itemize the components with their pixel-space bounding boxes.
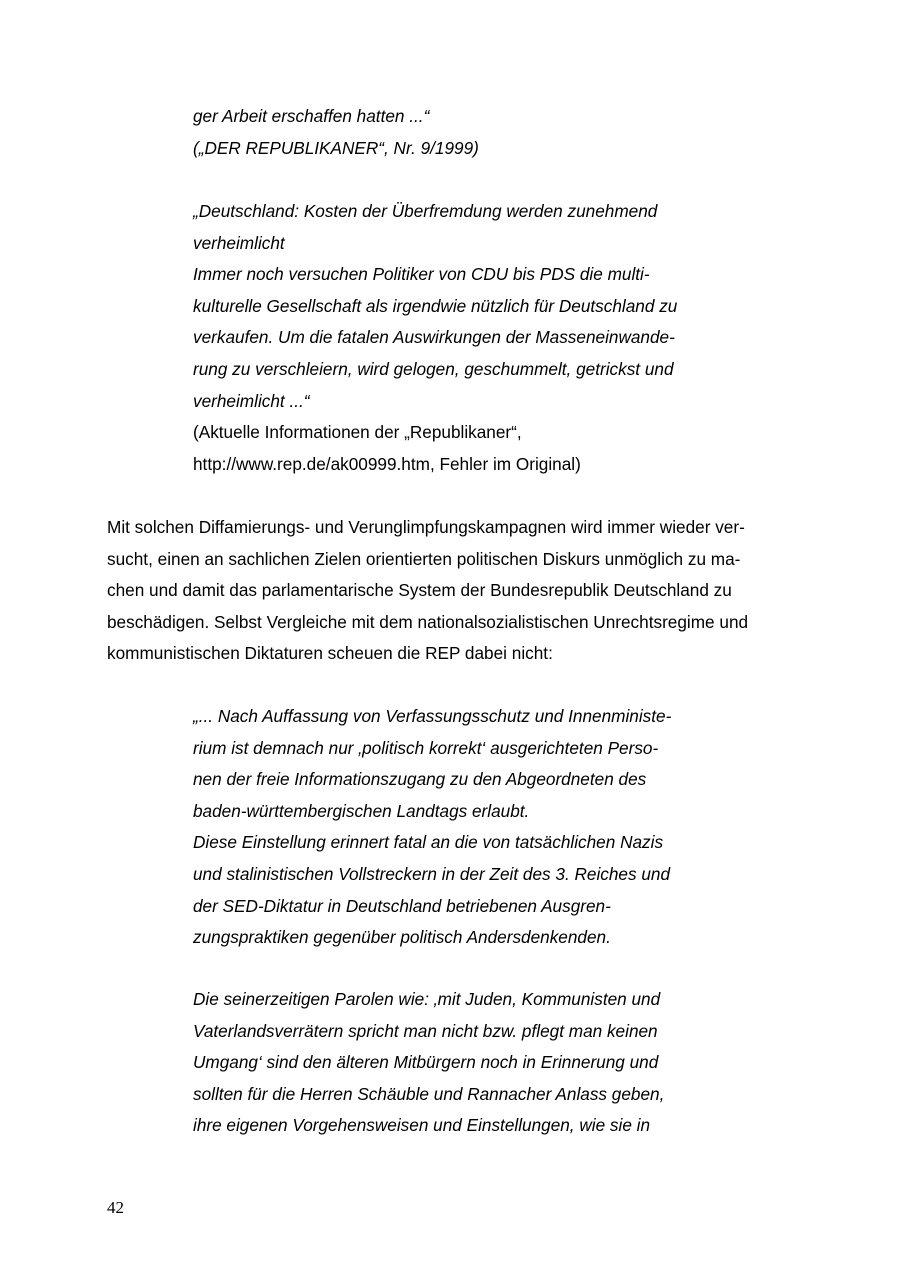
quote-source-line: http://www.rep.de/ak00999.htm, Fehler im Original) (193, 453, 581, 474)
paragraph-line: sucht, einen an sachlichen Zielen orientierten politischen Diskurs unmöglich zu ma- (107, 548, 741, 569)
quote-line: „Deutschland: Kosten der Überfremdung werden zunehmend (193, 201, 658, 221)
paragraph-line: Mit solchen Diffamierungs- und Verunglimpfungskampagnen wird immer wieder ver- (107, 517, 745, 537)
quote-line: Die seinerzeitigen Parolen wie: ‚mit Juden, Kommunisten und (193, 989, 661, 1009)
quote-line: verheimlicht ...“ (193, 390, 310, 411)
quote-source-line: („DER REPUBLIKANER“, Nr. 9/1999) (193, 137, 479, 158)
paragraph-line: beschädigen. Selbst Vergleiche mit dem nationalsozialistischen Unrechtsregime und (107, 611, 749, 632)
quote-line: sollten für die Herren Schäuble und Rannacher Anlass geben, (193, 1083, 665, 1104)
quote-block-2 (193, 196, 753, 480)
quote-block-1 (193, 101, 753, 164)
quote-line: nen der freie Informationszugang zu den Abgeordneten des (193, 769, 647, 790)
quote-line: zungspraktiken gegenüber politisch Andersdenkenden. (193, 927, 611, 948)
quote-line: Vaterlandsverrätern spricht man nicht bzw. pflegt man keinen (193, 1020, 658, 1041)
quote-line: baden-württembergischen Landtags erlaubt. (193, 800, 530, 821)
quote-source-line: (Aktuelle Informationen der „Republikaner“, (193, 422, 522, 443)
quote-line: rung zu verschleiern, wird gelogen, geschummelt, getrickst und (193, 358, 674, 379)
quote-line: Immer noch versuchen Politiker von CDU bis PDS die multi- (193, 264, 650, 285)
quote-line: ger Arbeit erschaffen hatten ...“ (193, 106, 430, 126)
body-paragraph (107, 512, 807, 670)
quote-line: Diese Einstellung erinnert fatal an die von tatsächlichen Nazis (193, 832, 664, 853)
paragraph-line: chen und damit das parlamentarische System der Bundesrepublik Deutschland zu (107, 580, 732, 601)
quote-line: „... Nach Auffassung von Verfassungsschutz und Innenministe- (193, 706, 672, 726)
quote-line: rium ist demnach nur ‚politisch korrekt‘ ausgerichteten Perso- (193, 737, 659, 758)
quote-line: ihre eigenen Vorgehensweisen und Einstellungen, wie sie in (193, 1115, 651, 1136)
quote-line: verheimlicht (193, 232, 285, 253)
quote-block-3 (193, 701, 753, 954)
page-number: 42 (107, 1198, 124, 1217)
quote-line: Umgang‘ sind den älteren Mitbürgern noch in Erinnerung und (193, 1052, 659, 1073)
quote-block-4 (193, 984, 753, 1142)
quote-line: der SED-Diktatur in Deutschland betriebenen Ausgren- (193, 895, 611, 916)
paragraph-line: kommunistischen Diktaturen scheuen die REP dabei nicht: (107, 643, 553, 664)
quote-line: und stalinistischen Vollstreckern in der Zeit des 3. Reiches und (193, 863, 671, 884)
quote-line: kulturelle Gesellschaft als irgendwie nützlich für Deutschland zu (193, 295, 678, 316)
quote-line: verkaufen. Um die fatalen Auswirkungen der Masseneinwande- (193, 327, 675, 348)
